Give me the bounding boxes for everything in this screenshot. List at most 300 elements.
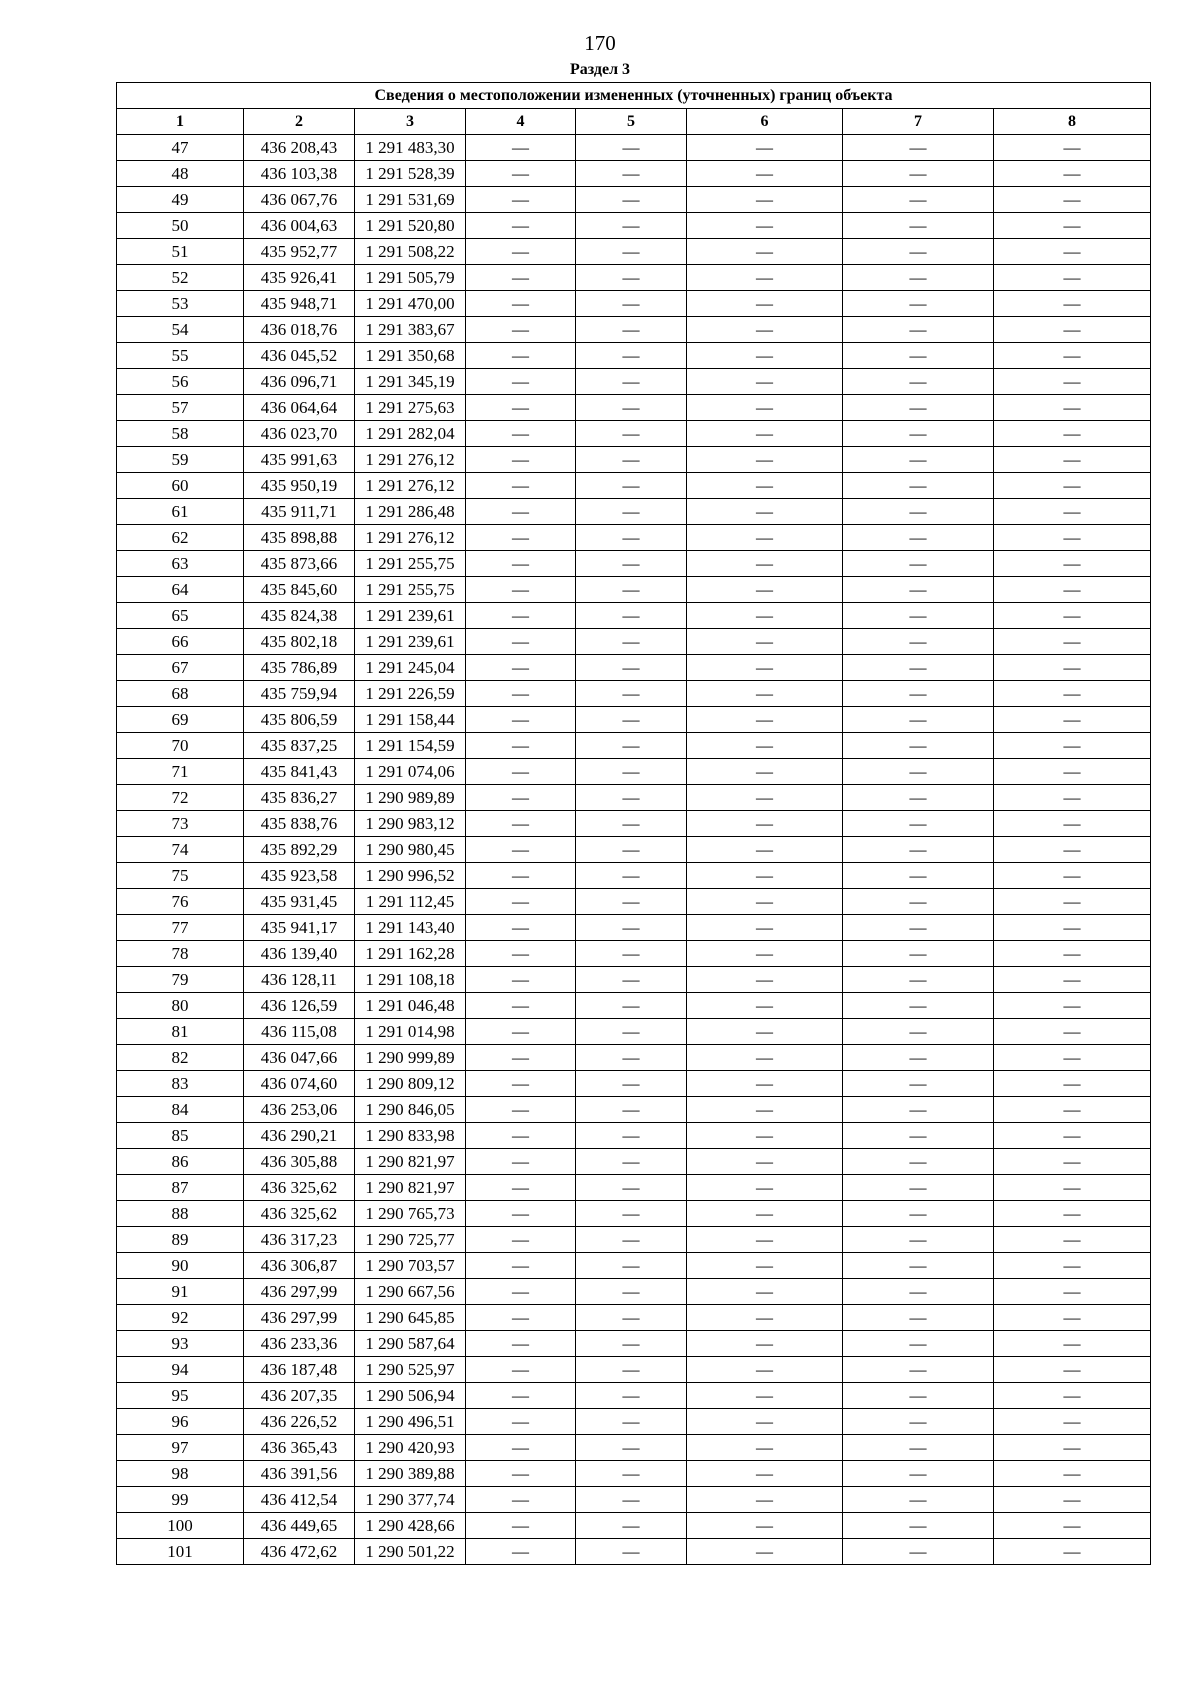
empty-value-cell: —: [576, 707, 687, 733]
y-coordinate-cell: 1 290 725,77: [355, 1227, 466, 1253]
empty-value-cell: —: [576, 525, 687, 551]
empty-value-cell: —: [843, 421, 994, 447]
empty-value-cell: —: [466, 1305, 576, 1331]
x-coordinate-cell: 435 926,41: [244, 265, 355, 291]
empty-value-cell: —: [687, 863, 843, 889]
y-coordinate-cell: 1 290 420,93: [355, 1435, 466, 1461]
empty-value-cell: —: [843, 915, 994, 941]
empty-value-cell: —: [576, 1487, 687, 1513]
empty-value-cell: —: [576, 369, 687, 395]
table-row: [117, 1461, 1151, 1487]
empty-value-cell: —: [843, 447, 994, 473]
empty-value-cell: —: [994, 265, 1151, 291]
y-coordinate-cell: 1 291 483,30: [355, 135, 466, 161]
empty-value-cell: —: [466, 239, 576, 265]
x-coordinate-cell: 435 923,58: [244, 863, 355, 889]
table-row: [117, 707, 1151, 733]
point-number-cell: 70: [117, 733, 244, 759]
empty-value-cell: —: [843, 1253, 994, 1279]
point-number-cell: 89: [117, 1227, 244, 1253]
point-number-cell: 64: [117, 577, 244, 603]
y-coordinate-cell: 1 291 239,61: [355, 603, 466, 629]
empty-value-cell: —: [576, 941, 687, 967]
empty-value-cell: —: [576, 629, 687, 655]
empty-value-cell: —: [466, 967, 576, 993]
empty-value-cell: —: [843, 707, 994, 733]
empty-value-cell: —: [466, 915, 576, 941]
empty-value-cell: —: [843, 1123, 994, 1149]
empty-value-cell: —: [843, 941, 994, 967]
x-coordinate-cell: 436 103,38: [244, 161, 355, 187]
table-row: [117, 967, 1151, 993]
empty-value-cell: —: [843, 525, 994, 551]
empty-value-cell: —: [576, 1019, 687, 1045]
empty-value-cell: —: [687, 681, 843, 707]
empty-value-cell: —: [843, 733, 994, 759]
y-coordinate-cell: 1 291 112,45: [355, 889, 466, 915]
empty-value-cell: —: [466, 759, 576, 785]
point-number-cell: 96: [117, 1409, 244, 1435]
empty-value-cell: —: [687, 369, 843, 395]
x-coordinate-cell: 435 802,18: [244, 629, 355, 655]
table-row: [117, 343, 1151, 369]
empty-value-cell: —: [576, 915, 687, 941]
y-coordinate-cell: 1 291 046,48: [355, 993, 466, 1019]
point-number-cell: 88: [117, 1201, 244, 1227]
table-row: [117, 1097, 1151, 1123]
empty-value-cell: —: [843, 837, 994, 863]
empty-value-cell: —: [687, 161, 843, 187]
x-coordinate-cell: 435 911,71: [244, 499, 355, 525]
point-number-cell: 59: [117, 447, 244, 473]
empty-value-cell: —: [687, 343, 843, 369]
empty-value-cell: —: [466, 889, 576, 915]
empty-value-cell: —: [843, 291, 994, 317]
point-number-cell: 78: [117, 941, 244, 967]
empty-value-cell: —: [687, 1045, 843, 1071]
empty-value-cell: —: [466, 863, 576, 889]
empty-value-cell: —: [843, 161, 994, 187]
table-row: [117, 993, 1151, 1019]
empty-value-cell: —: [687, 993, 843, 1019]
empty-value-cell: —: [687, 1435, 843, 1461]
point-number-cell: 68: [117, 681, 244, 707]
point-number-cell: 91: [117, 1279, 244, 1305]
empty-value-cell: —: [843, 1227, 994, 1253]
empty-value-cell: —: [466, 161, 576, 187]
empty-value-cell: —: [843, 239, 994, 265]
y-coordinate-cell: 1 291 350,68: [355, 343, 466, 369]
section-title: Раздел 3: [569, 61, 631, 78]
empty-value-cell: —: [466, 785, 576, 811]
empty-value-cell: —: [466, 655, 576, 681]
empty-value-cell: —: [466, 1539, 576, 1565]
empty-value-cell: —: [994, 681, 1151, 707]
point-number-cell: 98: [117, 1461, 244, 1487]
empty-value-cell: —: [466, 941, 576, 967]
table-row: [117, 499, 1151, 525]
empty-value-cell: —: [687, 213, 843, 239]
point-number-cell: 55: [117, 343, 244, 369]
empty-value-cell: —: [687, 1149, 843, 1175]
table-row: [117, 135, 1151, 161]
empty-value-cell: —: [994, 629, 1151, 655]
empty-value-cell: —: [994, 343, 1151, 369]
empty-value-cell: —: [687, 1201, 843, 1227]
point-number-cell: 97: [117, 1435, 244, 1461]
x-coordinate-cell: 435 892,29: [244, 837, 355, 863]
empty-value-cell: —: [576, 551, 687, 577]
point-number-cell: 53: [117, 291, 244, 317]
point-number-cell: 65: [117, 603, 244, 629]
table-row: [117, 447, 1151, 473]
empty-value-cell: —: [576, 1097, 687, 1123]
column-header: 4: [466, 109, 576, 135]
empty-value-cell: —: [576, 863, 687, 889]
table-row: [117, 603, 1151, 629]
empty-value-cell: —: [687, 499, 843, 525]
empty-value-cell: —: [576, 603, 687, 629]
empty-value-cell: —: [843, 1539, 994, 1565]
table-row: [117, 1123, 1151, 1149]
empty-value-cell: —: [466, 1227, 576, 1253]
empty-value-cell: —: [687, 1409, 843, 1435]
x-coordinate-cell: 436 187,48: [244, 1357, 355, 1383]
empty-value-cell: —: [687, 603, 843, 629]
x-coordinate-cell: 436 472,62: [244, 1539, 355, 1565]
empty-value-cell: —: [466, 1513, 576, 1539]
empty-value-cell: —: [466, 473, 576, 499]
empty-value-cell: —: [687, 733, 843, 759]
empty-value-cell: —: [994, 1071, 1151, 1097]
empty-value-cell: —: [576, 447, 687, 473]
x-coordinate-cell: 435 806,59: [244, 707, 355, 733]
empty-value-cell: —: [994, 1331, 1151, 1357]
empty-value-cell: —: [687, 967, 843, 993]
empty-value-cell: —: [994, 525, 1151, 551]
x-coordinate-cell: 436 208,43: [244, 135, 355, 161]
x-coordinate-cell: 435 991,63: [244, 447, 355, 473]
empty-value-cell: —: [994, 707, 1151, 733]
empty-value-cell: —: [843, 1045, 994, 1071]
empty-value-cell: —: [466, 1123, 576, 1149]
empty-value-cell: —: [687, 1513, 843, 1539]
x-coordinate-cell: 436 305,88: [244, 1149, 355, 1175]
table-row: [117, 1045, 1151, 1071]
table-header-row: [117, 109, 1151, 135]
point-number-cell: 100: [117, 1513, 244, 1539]
y-coordinate-cell: 1 291 520,80: [355, 213, 466, 239]
empty-value-cell: —: [843, 1487, 994, 1513]
empty-value-cell: —: [466, 395, 576, 421]
x-coordinate-cell: 436 297,99: [244, 1305, 355, 1331]
empty-value-cell: —: [687, 1383, 843, 1409]
empty-value-cell: —: [843, 1513, 994, 1539]
point-number-cell: 90: [117, 1253, 244, 1279]
y-coordinate-cell: 1 290 506,94: [355, 1383, 466, 1409]
empty-value-cell: —: [576, 785, 687, 811]
empty-value-cell: —: [994, 1305, 1151, 1331]
empty-value-cell: —: [687, 1253, 843, 1279]
table-row: [117, 1357, 1151, 1383]
x-coordinate-cell: 436 391,56: [244, 1461, 355, 1487]
x-coordinate-cell: 436 207,35: [244, 1383, 355, 1409]
empty-value-cell: —: [843, 967, 994, 993]
empty-value-cell: —: [843, 343, 994, 369]
empty-value-cell: —: [466, 1253, 576, 1279]
column-header: 6: [687, 109, 843, 135]
empty-value-cell: —: [843, 135, 994, 161]
empty-value-cell: —: [466, 733, 576, 759]
empty-value-cell: —: [843, 473, 994, 499]
empty-value-cell: —: [466, 1435, 576, 1461]
empty-value-cell: —: [576, 1305, 687, 1331]
x-coordinate-cell: 436 253,06: [244, 1097, 355, 1123]
empty-value-cell: —: [466, 707, 576, 733]
y-coordinate-cell: 1 290 525,97: [355, 1357, 466, 1383]
empty-value-cell: —: [687, 1357, 843, 1383]
empty-value-cell: —: [576, 187, 687, 213]
empty-value-cell: —: [843, 551, 994, 577]
empty-value-cell: —: [843, 1201, 994, 1227]
point-number-cell: 81: [117, 1019, 244, 1045]
empty-value-cell: —: [843, 1357, 994, 1383]
point-number-cell: 77: [117, 915, 244, 941]
y-coordinate-cell: 1 291 143,40: [355, 915, 466, 941]
empty-value-cell: —: [687, 941, 843, 967]
empty-value-cell: —: [994, 161, 1151, 187]
x-coordinate-cell: 436 226,52: [244, 1409, 355, 1435]
empty-value-cell: —: [576, 889, 687, 915]
point-number-cell: 60: [117, 473, 244, 499]
table-row: [117, 1513, 1151, 1539]
empty-value-cell: —: [994, 1435, 1151, 1461]
y-coordinate-cell: 1 290 833,98: [355, 1123, 466, 1149]
empty-value-cell: —: [843, 655, 994, 681]
table-caption-row: [117, 83, 1151, 109]
x-coordinate-cell: 436 064,64: [244, 395, 355, 421]
y-coordinate-cell: 1 291 528,39: [355, 161, 466, 187]
empty-value-cell: —: [466, 1019, 576, 1045]
empty-value-cell: —: [466, 499, 576, 525]
table-row: [117, 785, 1151, 811]
empty-value-cell: —: [994, 941, 1151, 967]
point-number-cell: 99: [117, 1487, 244, 1513]
empty-value-cell: —: [576, 733, 687, 759]
empty-value-cell: —: [576, 1357, 687, 1383]
x-coordinate-cell: 435 948,71: [244, 291, 355, 317]
table-row: [117, 1227, 1151, 1253]
empty-value-cell: —: [843, 213, 994, 239]
empty-value-cell: —: [843, 681, 994, 707]
empty-value-cell: —: [466, 525, 576, 551]
table-row: [117, 265, 1151, 291]
empty-value-cell: —: [994, 863, 1151, 889]
empty-value-cell: —: [994, 499, 1151, 525]
x-coordinate-cell: 436 412,54: [244, 1487, 355, 1513]
empty-value-cell: —: [994, 811, 1151, 837]
empty-value-cell: —: [576, 759, 687, 785]
table-caption: Сведения о местоположении измененных (уточненных) границ объекта: [117, 83, 1151, 109]
empty-value-cell: —: [687, 577, 843, 603]
table-row: [117, 291, 1151, 317]
table-row: [117, 1539, 1151, 1565]
empty-value-cell: —: [576, 811, 687, 837]
x-coordinate-cell: 436 067,76: [244, 187, 355, 213]
x-coordinate-cell: 436 004,63: [244, 213, 355, 239]
empty-value-cell: —: [576, 1279, 687, 1305]
empty-value-cell: —: [576, 317, 687, 343]
empty-value-cell: —: [687, 187, 843, 213]
empty-value-cell: —: [576, 1071, 687, 1097]
empty-value-cell: —: [466, 993, 576, 1019]
y-coordinate-cell: 1 290 989,89: [355, 785, 466, 811]
point-number-cell: 62: [117, 525, 244, 551]
y-coordinate-cell: 1 290 501,22: [355, 1539, 466, 1565]
empty-value-cell: —: [843, 1435, 994, 1461]
table-row: [117, 863, 1151, 889]
table-row: [117, 395, 1151, 421]
point-number-cell: 75: [117, 863, 244, 889]
table-row: [117, 187, 1151, 213]
empty-value-cell: —: [994, 915, 1151, 941]
empty-value-cell: —: [994, 967, 1151, 993]
table-row: [117, 1331, 1151, 1357]
empty-value-cell: —: [994, 421, 1151, 447]
table-row: [117, 655, 1151, 681]
empty-value-cell: —: [843, 1149, 994, 1175]
empty-value-cell: —: [576, 681, 687, 707]
empty-value-cell: —: [576, 967, 687, 993]
empty-value-cell: —: [994, 317, 1151, 343]
empty-value-cell: —: [576, 239, 687, 265]
column-header: 2: [244, 109, 355, 135]
point-number-cell: 48: [117, 161, 244, 187]
empty-value-cell: —: [843, 265, 994, 291]
point-number-cell: 49: [117, 187, 244, 213]
x-coordinate-cell: 436 126,59: [244, 993, 355, 1019]
empty-value-cell: —: [466, 681, 576, 707]
y-coordinate-cell: 1 290 846,05: [355, 1097, 466, 1123]
empty-value-cell: —: [843, 759, 994, 785]
empty-value-cell: —: [994, 1175, 1151, 1201]
empty-value-cell: —: [687, 889, 843, 915]
y-coordinate-cell: 1 291 508,22: [355, 239, 466, 265]
empty-value-cell: —: [576, 837, 687, 863]
x-coordinate-cell: 436 449,65: [244, 1513, 355, 1539]
empty-value-cell: —: [466, 1071, 576, 1097]
y-coordinate-cell: 1 291 226,59: [355, 681, 466, 707]
empty-value-cell: —: [843, 317, 994, 343]
table-row: [117, 1305, 1151, 1331]
x-coordinate-cell: 436 306,87: [244, 1253, 355, 1279]
y-coordinate-cell: 1 291 108,18: [355, 967, 466, 993]
x-coordinate-cell: 435 786,89: [244, 655, 355, 681]
y-coordinate-cell: 1 291 276,12: [355, 447, 466, 473]
point-number-cell: 73: [117, 811, 244, 837]
column-header: 5: [576, 109, 687, 135]
table-row: [117, 915, 1151, 941]
empty-value-cell: —: [687, 291, 843, 317]
empty-value-cell: —: [576, 655, 687, 681]
x-coordinate-cell: 436 023,70: [244, 421, 355, 447]
empty-value-cell: —: [687, 1461, 843, 1487]
x-coordinate-cell: 436 115,08: [244, 1019, 355, 1045]
column-header: 1: [117, 109, 244, 135]
y-coordinate-cell: 1 291 162,28: [355, 941, 466, 967]
empty-value-cell: —: [466, 1357, 576, 1383]
table-row: [117, 681, 1151, 707]
empty-value-cell: —: [994, 1513, 1151, 1539]
empty-value-cell: —: [843, 369, 994, 395]
y-coordinate-cell: 1 290 645,85: [355, 1305, 466, 1331]
point-number-cell: 54: [117, 317, 244, 343]
y-coordinate-cell: 1 290 999,89: [355, 1045, 466, 1071]
y-coordinate-cell: 1 291 275,63: [355, 395, 466, 421]
empty-value-cell: —: [843, 1175, 994, 1201]
point-number-cell: 79: [117, 967, 244, 993]
empty-value-cell: —: [687, 1305, 843, 1331]
empty-value-cell: —: [466, 1409, 576, 1435]
point-number-cell: 67: [117, 655, 244, 681]
empty-value-cell: —: [994, 447, 1151, 473]
empty-value-cell: —: [687, 473, 843, 499]
point-number-cell: 83: [117, 1071, 244, 1097]
empty-value-cell: —: [843, 1097, 994, 1123]
empty-value-cell: —: [576, 1123, 687, 1149]
y-coordinate-cell: 1 290 821,97: [355, 1175, 466, 1201]
empty-value-cell: —: [576, 1253, 687, 1279]
table-body: [117, 83, 1151, 1565]
empty-value-cell: —: [843, 1071, 994, 1097]
point-number-cell: 95: [117, 1383, 244, 1409]
empty-value-cell: —: [687, 1227, 843, 1253]
x-coordinate-cell: 435 845,60: [244, 577, 355, 603]
empty-value-cell: —: [466, 1383, 576, 1409]
empty-value-cell: —: [994, 577, 1151, 603]
empty-value-cell: —: [994, 1201, 1151, 1227]
empty-value-cell: —: [576, 577, 687, 603]
empty-value-cell: —: [994, 291, 1151, 317]
y-coordinate-cell: 1 291 245,04: [355, 655, 466, 681]
y-coordinate-cell: 1 290 983,12: [355, 811, 466, 837]
empty-value-cell: —: [576, 1331, 687, 1357]
empty-value-cell: —: [843, 1279, 994, 1305]
empty-value-cell: —: [994, 1539, 1151, 1565]
x-coordinate-cell: 436 365,43: [244, 1435, 355, 1461]
empty-value-cell: —: [687, 395, 843, 421]
empty-value-cell: —: [687, 1097, 843, 1123]
empty-value-cell: —: [466, 213, 576, 239]
x-coordinate-cell: 435 950,19: [244, 473, 355, 499]
table-row: [117, 941, 1151, 967]
empty-value-cell: —: [576, 1149, 687, 1175]
empty-value-cell: —: [466, 1279, 576, 1305]
empty-value-cell: —: [687, 707, 843, 733]
empty-value-cell: —: [994, 1409, 1151, 1435]
point-number-cell: 92: [117, 1305, 244, 1331]
x-coordinate-cell: 436 139,40: [244, 941, 355, 967]
x-coordinate-cell: 435 941,17: [244, 915, 355, 941]
empty-value-cell: —: [466, 291, 576, 317]
empty-value-cell: —: [687, 1331, 843, 1357]
x-coordinate-cell: 436 317,23: [244, 1227, 355, 1253]
x-coordinate-cell: 436 290,21: [244, 1123, 355, 1149]
y-coordinate-cell: 1 290 587,64: [355, 1331, 466, 1357]
empty-value-cell: —: [994, 993, 1151, 1019]
empty-value-cell: —: [576, 265, 687, 291]
empty-value-cell: —: [466, 369, 576, 395]
